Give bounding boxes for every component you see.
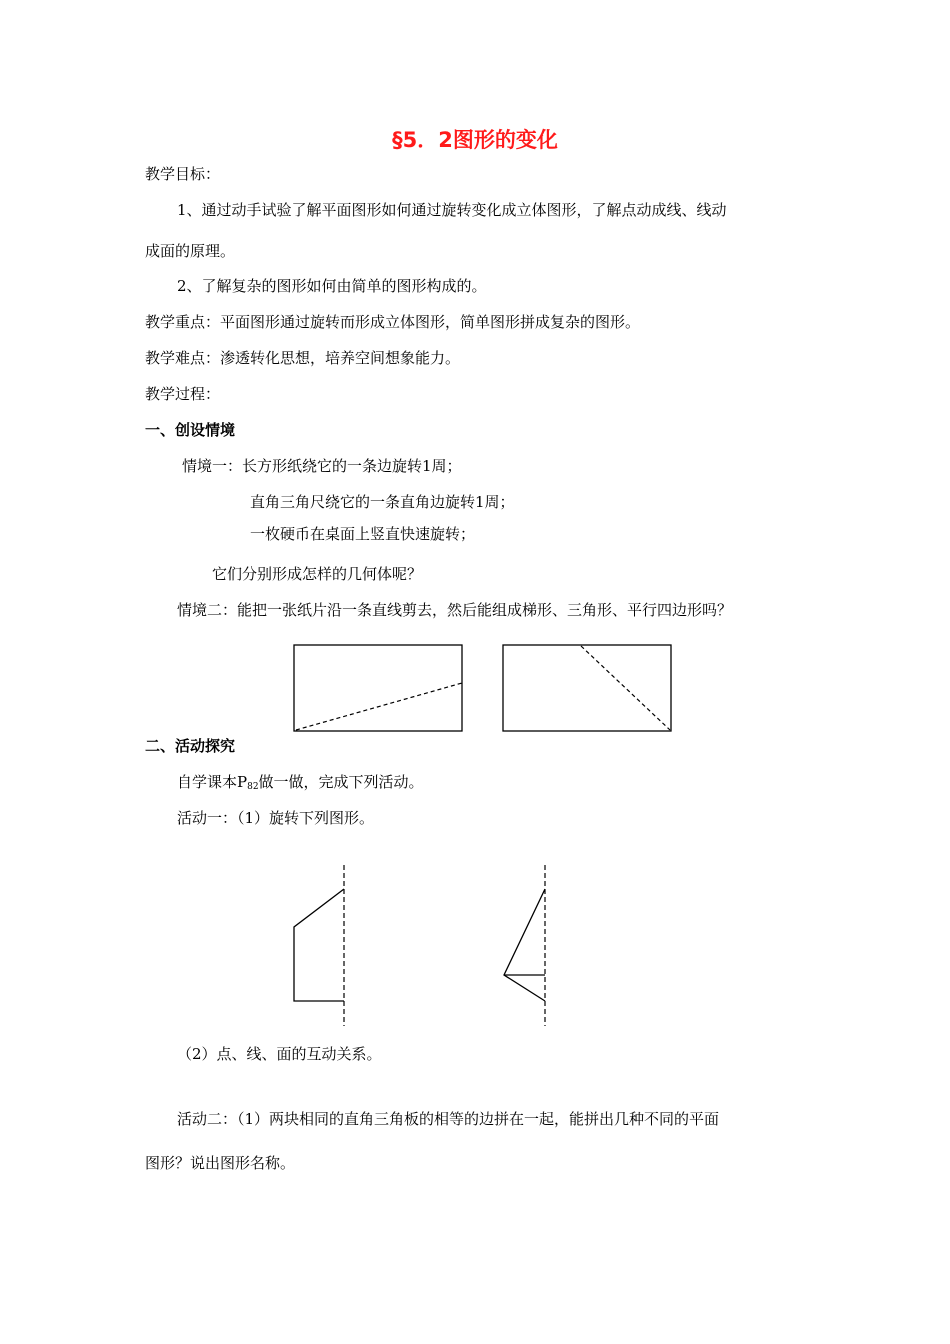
scene-2: 情境二：能把一张纸片沿一条直线剪去，然后能组成梯形、三角形、平行四边形吗？ bbox=[177, 601, 733, 619]
trapezoid-rotation-figure bbox=[294, 865, 344, 1026]
objective-1-line-2: 成面的原理。 bbox=[145, 242, 236, 260]
page-number-subscript: 82 bbox=[247, 782, 259, 792]
triangle-rotation-figure bbox=[504, 865, 545, 1026]
difficulties: 教学难点：渗透转化思想，培养空间想象能力。 bbox=[145, 349, 461, 367]
activity-1-part-2: （2）点、线、面的互动关系。 bbox=[177, 1045, 382, 1063]
section-2-heading: 二、活动探究 bbox=[145, 737, 236, 755]
process-heading: 教学过程： bbox=[145, 385, 221, 403]
scene-1-line-3: 一枚硬币在桌面上竖直快速旋转； bbox=[250, 525, 476, 543]
objective-1-line-1: 1、通过动手试验了解平面图形如何通过旋转变化成立体图形，了解点动成线、线动 bbox=[177, 201, 727, 219]
section-1-heading: 一、创设情境 bbox=[145, 421, 236, 439]
activity-2-line-1: 活动二：（1）两块相同的直角三角板的相等的边拼在一起，能拼出几种不同的平面 bbox=[177, 1110, 720, 1128]
self-study-prefix: 自学课本P bbox=[177, 773, 248, 791]
key-points: 教学重点：平面图形通过旋转而形成立体图形，简单图形拼成复杂的图形。 bbox=[145, 313, 641, 331]
objective-2: 2、了解复杂的图形如何由简单的图形构成的。 bbox=[177, 277, 487, 295]
page-title: §5．2图形的变化 bbox=[392, 128, 558, 152]
objectives-heading: 教学目标： bbox=[145, 165, 221, 183]
self-study-line bbox=[177, 772, 424, 797]
self-study-suffix: 做一做，完成下列活动。 bbox=[258, 773, 424, 791]
rectangle-diagonal-cut-figure bbox=[294, 645, 462, 731]
scene-1-line-2: 直角三角尺绕它的一条直角边旋转1周； bbox=[250, 493, 515, 511]
scene-1-question: 它们分别形成怎样的几何体呢？ bbox=[212, 565, 423, 583]
scene-1-line-1: 情境一：长方形纸绕它的一条边旋转1周； bbox=[182, 457, 462, 475]
rectangle-corner-cut-figure bbox=[503, 645, 671, 731]
activity-2-line-2: 图形？说出图形名称。 bbox=[145, 1154, 296, 1172]
activity-1: 活动一：（1）旋转下列图形。 bbox=[177, 809, 375, 827]
